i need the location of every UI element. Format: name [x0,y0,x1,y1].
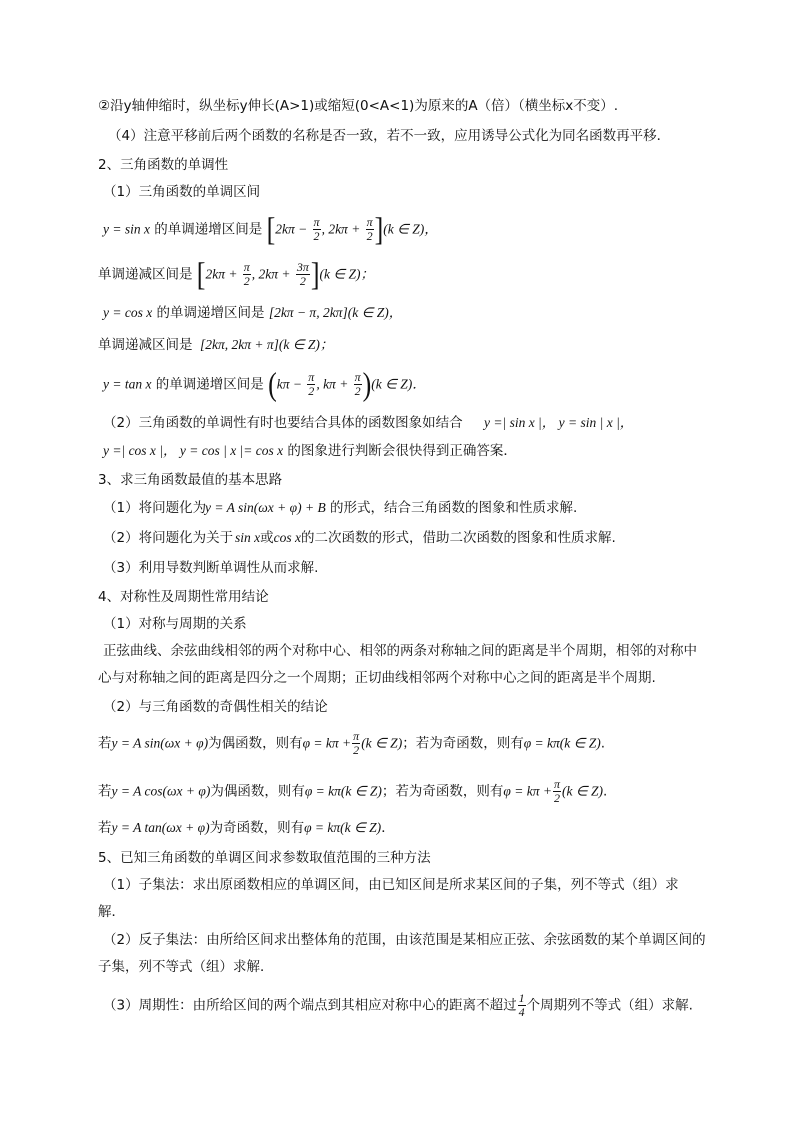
text: 个周期列不等式（组）求解. [526,997,693,1014]
text: 单调递减区间是 [98,266,193,283]
tan-increasing-interval [103,365,426,402]
text: 的单调递增区间是 [155,376,264,393]
text-line: （3）利用导数判断单调性从而求解. [103,560,319,576]
bracket: ] [310,255,320,292]
formula: y = A cos(ωx + φ) [111,783,211,799]
text-line: （1）对称与周期的关系 [103,616,247,632]
fraction: $\frac{\pi}{2}$ [308,370,315,398]
text: 或 [260,530,274,546]
text-line: 3、求三角函数最值的基本思路 [98,472,283,488]
formula: [2kπ − π, 2kπ](k ∈ Z)， [268,305,403,320]
formula: [2kπ, 2kπ + π](k ∈ Z)； [200,337,334,352]
text: ；若为奇函数，则有 [381,783,504,800]
text-line: （1）三角函数的单调区间 [103,184,261,200]
text-line: 单调递减区间是 [98,337,193,353]
bracket: ] [374,210,384,247]
text: 若 [98,735,112,752]
text: 为偶函数，则有 [208,735,303,752]
max-method-1 [205,498,577,518]
text-line: （2）三角函数的单调性有时也要结合具体的函数图象如结合 [103,415,463,431]
period-method [103,992,693,1019]
fraction: $\frac{1}{4}$ [518,991,525,1019]
fraction: $\frac{\pi}{2}$ [354,370,361,398]
formula: cos x [273,530,301,545]
text: . [603,783,608,800]
formula: , 2kπ + [251,266,291,282]
fraction: $\frac{\pi}{2}$ [366,215,373,243]
formula: 2kπ − [275,221,308,237]
text: 的单调递增区间是 [156,305,265,321]
text-line: 子集，列不等式（组）求解． [98,959,274,975]
text-line: （2）反子集法：由所给区间求出整体角的范围，由该范围是某相应正弦、余弦函数的某个单调区间的 [103,932,706,948]
text: 若 [98,783,112,800]
formula: y =| cos x |， y = cos | x |= cos x [103,443,284,458]
text: 为奇函数，则有 [209,820,305,836]
bracket: [ [196,255,206,292]
formula: kπ − [276,376,302,392]
text: 为偶函数，则有 [210,783,305,800]
formula: y = A sin(ωx + φ) + B [205,500,326,515]
formula: sin x [235,530,261,545]
fraction: $\frac{\pi}{2}$ [313,215,320,243]
formula: , 2kπ + [321,221,361,237]
formula: φ = kπ(k ∈ Z) [304,783,382,799]
fraction: $\frac{3\pi}{2}$ [296,260,309,288]
formula: y =| sin x |， y = sin | x |， [484,415,634,430]
cos-parity [98,778,607,805]
text-line: 5、已知三角函数的单调区间求参数取值范围的三种方法 [98,850,431,866]
bracket: [ [266,210,276,247]
text-line: （1）子集法：求出原函数相应的单调区间，由已知区间是所求某区间的子集，列不等式（组）求 [103,877,679,893]
cos-increasing-interval [103,303,402,323]
formula: (k ∈ Z) [361,735,403,751]
text: 的二次函数的形式，借助二次函数的图象和性质求解. [301,530,616,546]
bracket: ) [362,365,372,402]
fraction: $\frac{\pi}{2}$ [554,777,561,805]
text-line: （2）将问题化为关于 [103,530,234,546]
text: 的单调递增区间是 [154,221,263,238]
text-line: ②沿y轴伸缩时，纵坐标y伸长(A>1)或缩短(0<A<1)为原来的A（倍）（横坐标x不变）. [98,98,619,114]
text: . [600,735,606,752]
text-line: 心与对称轴之间的距离是四分之一个周期；正切曲线相邻两个对称中心之间的距离是半个周期. [98,670,656,686]
text-line: （4）注意平移前后两个函数的名称是否一致，若不一致，应用诱导公式化为同名函数再平移． [108,128,671,144]
fraction: $\frac{\pi}{2}$ [243,260,250,288]
formula: (k ∈ Z) [562,783,604,799]
formula: y = A tan(ωx + φ) [111,820,210,835]
abs-sin-formula [484,413,633,433]
text-line: 2、三角函数的单调性 [98,157,229,173]
text: 的图象进行判断会很快得到正确答案． [287,443,517,459]
max-method-2 [235,528,616,548]
text: ． [381,820,395,836]
formula: , kπ + [316,376,349,392]
abs-cos-line [103,441,517,461]
formula: y = sin x [103,221,150,237]
formula: 2kπ + [205,266,238,282]
formula: φ = kπ(k ∈ Z) [304,820,382,835]
fraction: $\frac{\pi}{2}$ [353,729,360,757]
text-line: （1）将问题化为 [103,500,207,516]
tan-parity [98,818,395,838]
formula: (k ∈ Z)． [371,376,426,392]
text-line: 正弦曲线、余弦曲线相邻的两个对称中心、相邻的两条对称轴之间的距离是半个周期，相邻的对称中 [103,643,697,659]
bracket: ( [268,365,277,402]
text: 若 [98,820,112,836]
formula: (k ∈ Z)， [383,221,438,237]
formula: φ = kπ + [503,783,552,799]
text-line: 解． [98,904,125,920]
text-line: （2）与三角函数的奇偶性相关的结论 [103,699,328,715]
formula: y = tan x [103,376,152,392]
text-line: 4、对称性及周期性常用结论 [98,589,269,605]
sin-increasing-interval [103,210,438,247]
formula: φ = kπ(k ∈ Z) [523,735,601,751]
formula: φ = kπ + [302,735,352,751]
formula: y = A sin(ωx + φ) [111,735,209,751]
formula: (k ∈ Z)； [319,266,375,282]
text: ；若为奇函数，则有 [402,735,524,752]
sin-decreasing-interval [98,255,375,292]
text: （3）周期性：由所给区间的两个端点到其相应对称中心的距离不超过 [103,997,517,1014]
sin-parity [98,730,605,757]
text: 的形式，结合三角函数的图象和性质求解. [330,500,578,516]
cos-decreasing-interval [200,335,333,355]
formula: y = cos x [103,305,153,320]
